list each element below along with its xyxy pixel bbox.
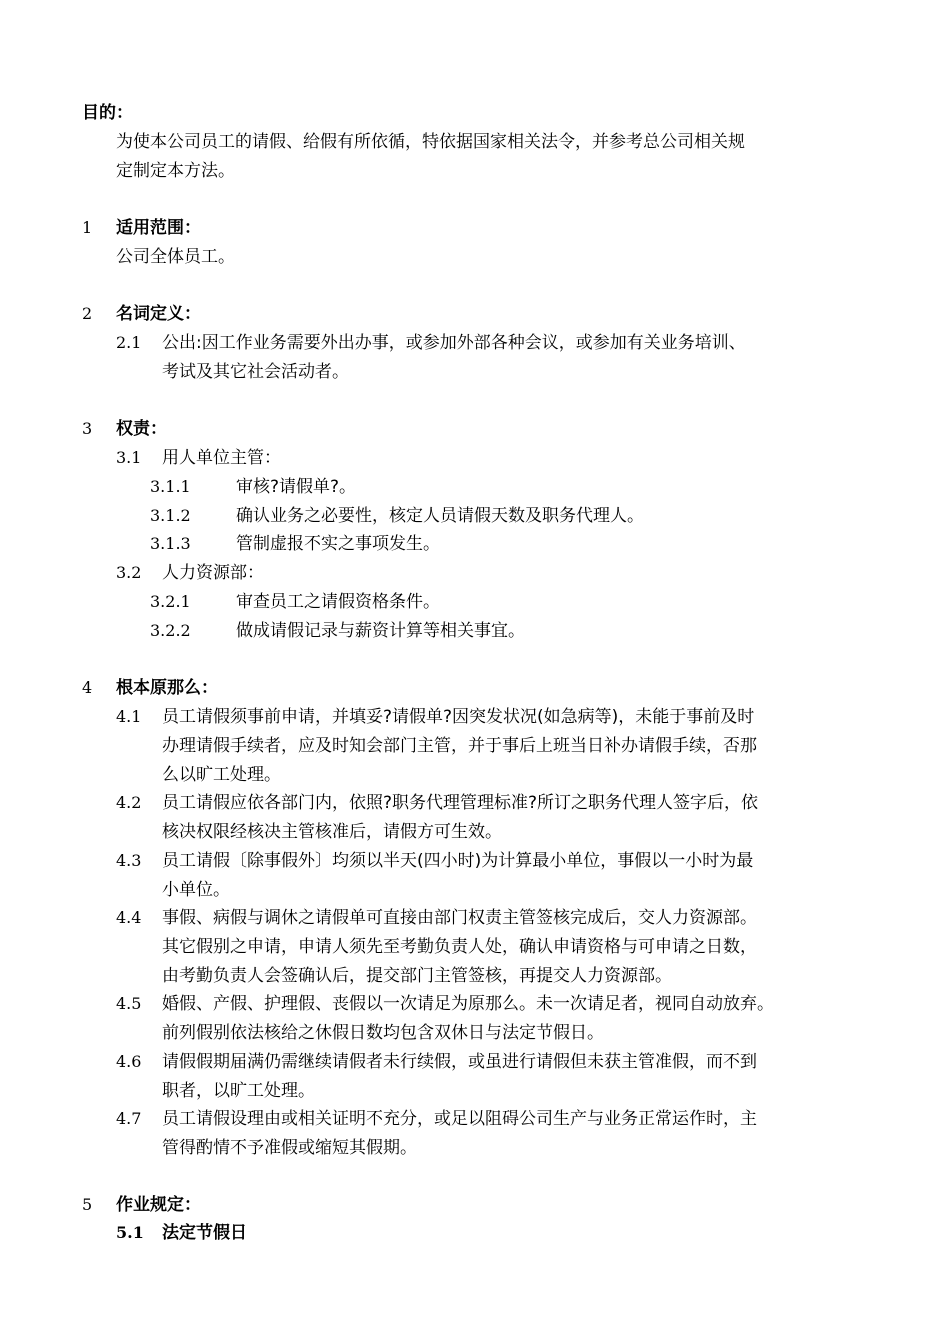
section-heading: 权责：	[116, 419, 167, 439]
item-number: 4.1	[116, 707, 142, 726]
section-number: 2	[82, 304, 93, 323]
item-number: 3.1.1	[150, 477, 191, 496]
item-number: 3.1.2	[150, 506, 191, 525]
item-text: 婚假、产假、护理假、丧假以一次请足为原那么。未一次请足者，视同自动放弃。	[162, 994, 774, 1014]
section-number: 5	[82, 1195, 93, 1214]
section-number: 1	[82, 218, 93, 237]
item-number: 4.6	[116, 1052, 142, 1071]
section-text: 公司全体员工。	[116, 247, 235, 267]
item-number: 3.2.2	[150, 621, 191, 640]
item-text: 审查员工之请假资格条件。	[236, 592, 440, 612]
section-number: 3	[82, 419, 93, 438]
purpose-heading: 目的：	[82, 103, 133, 123]
item-text: 员工请假设理由或相关证明不充分，或足以阻碍公司生产与业务正常运作时，主	[162, 1109, 757, 1129]
item-text: 做成请假记录与薪资计算等相关事宜。	[236, 621, 525, 641]
item-text: 审核?请假单?。	[236, 477, 357, 497]
subsection-number: 5.1	[116, 1223, 144, 1242]
item-number: 3.1.3	[150, 534, 191, 553]
item-text: 员工请假应依各部门内，依照?职务代理管理标准?所订之职务代理人签字后，依	[162, 793, 759, 813]
item-number: 4.2	[116, 793, 142, 812]
subsection-number: 3.2	[116, 563, 142, 582]
item-text: 办理请假手续者，应及时知会部门主管，并于事后上班当日补办请假手续，否那	[162, 736, 757, 756]
item-number: 4.7	[116, 1109, 142, 1128]
item-text: 核决权限经核决主管核准后，请假方可生效。	[162, 822, 502, 842]
item-text: 员工请假须事前申请，并填妥?请假单?因突发状况(如急病等)，未能于事前及时	[162, 707, 755, 727]
section-heading: 适用范围：	[116, 218, 201, 238]
subsection-title: 用人单位主管：	[162, 448, 281, 468]
item-text: 前列假别依法核给之休假日数均包含双休日与法定节假日。	[162, 1023, 604, 1043]
item-text: 考试及其它社会活动者。	[162, 362, 349, 382]
section-heading: 作业规定：	[116, 1195, 201, 1215]
purpose-line: 定制定本方法。	[116, 161, 235, 181]
item-text: 由考勤负责人会签确认后，提交部门主管签核，再提交人力资源部。	[162, 966, 672, 986]
item-text: 其它假别之申请，申请人须先至考勤负责人处，确认申请资格与可申请之日数，	[162, 937, 757, 957]
item-text: 员工请假〔除事假外〕均须以半天(四小时)为计算最小单位，事假以一小时为最	[162, 851, 754, 871]
item-text: 事假、病假与调休之请假单可直接由部门权责主管签核完成后，交人力资源部。	[162, 908, 757, 928]
section-heading: 根本原那么：	[116, 678, 218, 698]
item-text: 职者，以旷工处理。	[162, 1081, 315, 1101]
subsection-title: 法定节假日	[162, 1223, 247, 1243]
item-text: 公出:因工作业务需要外出办事，或参加外部各种会议，或参加有关业务培训、	[162, 333, 746, 353]
item-text: 么以旷工处理。	[162, 765, 281, 785]
item-number: 4.5	[116, 994, 142, 1013]
section-number: 4	[82, 678, 93, 697]
item-number: 4.3	[116, 851, 142, 870]
item-text: 小单位。	[162, 880, 230, 900]
item-text: 确认业务之必要性，核定人员请假天数及职务代理人。	[236, 506, 644, 526]
subsection-number: 3.1	[116, 448, 142, 467]
item-text: 管得酌情不予准假或缩短其假期。	[162, 1138, 417, 1158]
item-number: 3.2.1	[150, 592, 191, 611]
item-number: 2.1	[116, 333, 142, 352]
purpose-line: 为使本公司员工的请假、给假有所依循，特依据国家相关法令，并参考总公司相关规	[116, 132, 745, 152]
section-heading: 名词定义：	[116, 304, 201, 324]
item-text: 管制虚报不实之事项发生。	[236, 534, 440, 554]
item-number: 4.4	[116, 908, 142, 927]
item-text: 请假假期届满仍需继续请假者未行续假，或虽进行请假但未获主管准假，而不到	[162, 1052, 757, 1072]
subsection-title: 人力资源部：	[162, 563, 264, 583]
